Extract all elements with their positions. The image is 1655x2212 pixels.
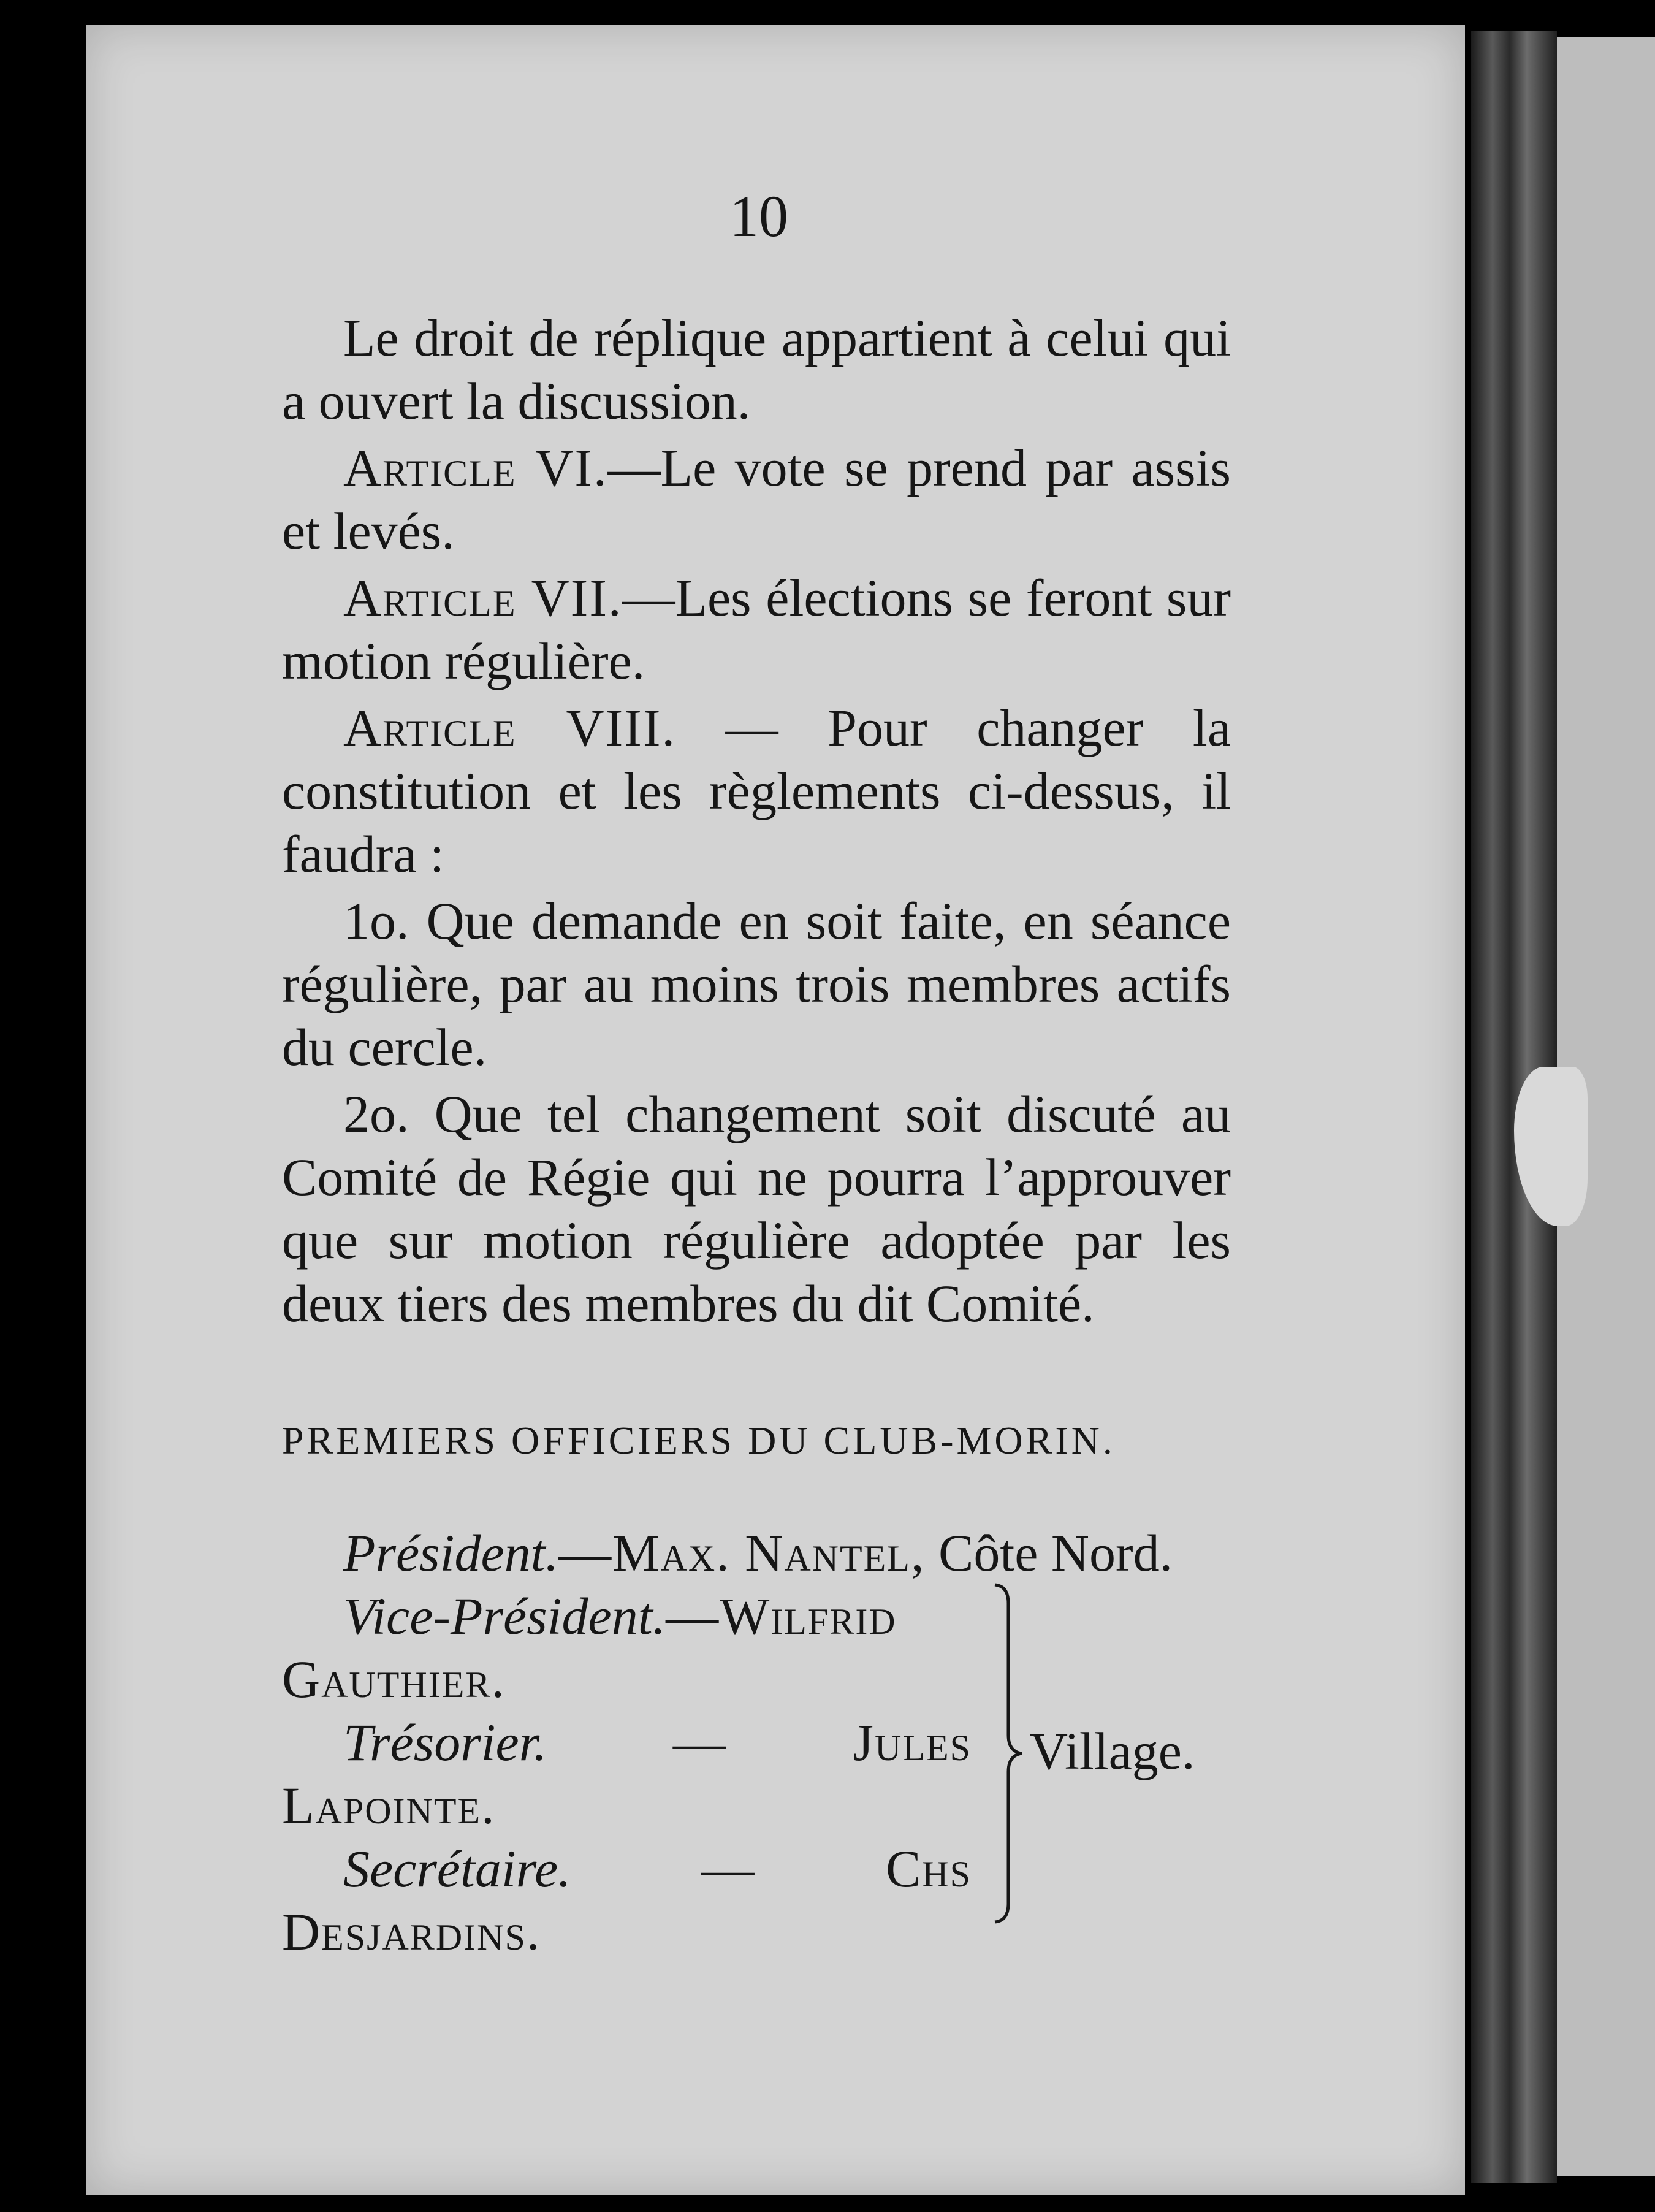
page-number: 10 (729, 183, 788, 249)
article-6-label: Article VI. (343, 438, 608, 497)
officer-president (282, 1522, 1231, 1585)
village-officers-group (282, 1585, 1231, 1964)
tresorier-name: — Jules Lapointe. (282, 1713, 972, 1835)
article-7-label: Article VII. (343, 568, 623, 627)
secretaire-title: Secrétaire. (343, 1839, 571, 1898)
article-6-text: —Le vote se prend par assis et levés. (282, 438, 1231, 560)
amendment-item-1: 1o. Que demande en soit faite, en séance régulière, par au moins trois membres actifs du cercle. (282, 891, 1231, 1077)
president-title: Président. (343, 1524, 559, 1582)
page-text (282, 307, 1231, 1964)
officer-vice-president (282, 1585, 972, 1711)
article-7-text: —Les élections se feront sur motion régulière. (282, 568, 1231, 690)
article-8-label: Article VIII. (343, 698, 677, 757)
officer-secretaire (282, 1837, 972, 1964)
vice-president-name: —Wilfrid Gauthier. (282, 1587, 897, 1709)
article-8-text: — Pour changer la constitution et les règlements ci-dessus, il faudra : (282, 698, 1231, 883)
village-officers-list (282, 1585, 972, 1964)
village-label: Village. (1030, 1722, 1195, 1780)
paragraph-reply: Le droit de réplique appartient à celui qui a ouvert la discussion. (282, 308, 1231, 430)
secretaire-name: — Chs Desjardins. (282, 1839, 972, 1961)
tresorier-title: Trésorier. (343, 1713, 547, 1772)
officers-heading: PREMIERS OFFICIERS DU CLUB-MORIN. (282, 1419, 1116, 1462)
article-6 (282, 437, 1231, 563)
officer-tresorier (282, 1711, 972, 1837)
vice-president-title: Vice-Président. (343, 1587, 666, 1646)
amendment-item-2: 2o. Que tel changement soit discuté au Comité de Régie qui ne pourra l’approuver que sur motion régulière adoptée par les deux tiers des membres du dit Comité. (282, 1085, 1231, 1333)
article-7 (282, 566, 1231, 693)
president-name: —Max. Nantel, (558, 1524, 926, 1582)
article-8 (282, 696, 1231, 886)
curly-brace (990, 1579, 1027, 1928)
president-place: Côte Nord. (925, 1524, 1173, 1582)
